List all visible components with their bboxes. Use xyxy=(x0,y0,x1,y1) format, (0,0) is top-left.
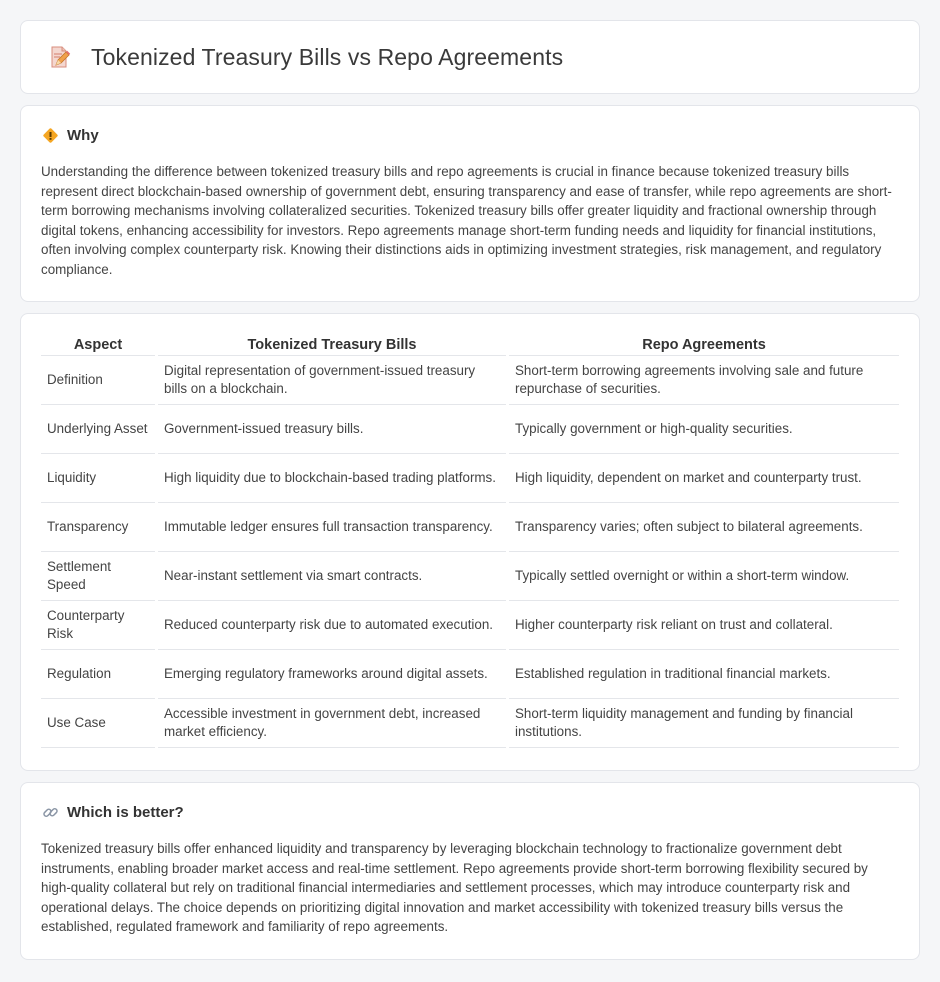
which-text: Tokenized treasury bills offer enhanced liquidity and transparency by leveraging blockchain technology to fractionalize government debt instruments, enabling broader market access and real-time settlement. Repo agreements provide short-term borrowing flexibility secured by high-quality collateral but rely on traditional financial intermediaries and settlement processes, which may introduce counterparty risk and operational delays. The choice depends on prioritizing digital innovation and market accessibility with tokenized treasury bills versus the established, regulated framework and familiarity of repo agreements. xyxy=(41,841,868,934)
which-title: Which is better? xyxy=(67,803,184,821)
why-heading xyxy=(41,126,899,144)
tokenized-cell: Government-issued treasury bills. xyxy=(158,405,506,454)
tokenized-cell: Immutable ledger ensures full transaction transparency. xyxy=(158,503,506,552)
table-row xyxy=(41,699,899,748)
aspect-cell: Transparency xyxy=(41,503,155,552)
repo-cell: Typically government or high-quality securities. xyxy=(509,405,899,454)
why-section xyxy=(20,105,920,302)
aspect-cell: Definition xyxy=(41,356,155,405)
aspect-cell: Use Case xyxy=(41,699,155,748)
document-pencil-icon xyxy=(45,43,73,71)
aspect-cell: Regulation xyxy=(41,650,155,699)
tokenized-cell: Emerging regulatory frameworks around digital assets. xyxy=(158,650,506,699)
header-repo: Repo Agreements xyxy=(509,332,899,356)
table-row xyxy=(41,405,899,454)
header-tokenized: Tokenized Treasury Bills xyxy=(158,332,506,356)
table-row xyxy=(41,454,899,503)
aspect-cell: Underlying Asset xyxy=(41,405,155,454)
header-card xyxy=(20,20,920,94)
aspect-cell: Settlement Speed xyxy=(41,552,155,601)
repo-cell: Transparency varies; often subject to bilateral agreements. xyxy=(509,503,899,552)
table-row xyxy=(41,503,899,552)
repo-cell: Established regulation in traditional financial markets. xyxy=(509,650,899,699)
tokenized-cell: Reduced counterparty risk due to automated execution. xyxy=(158,601,506,650)
table-row xyxy=(41,650,899,699)
tokenized-cell: Accessible investment in government debt, increased market efficiency. xyxy=(158,699,506,748)
why-title: Why xyxy=(67,126,99,144)
which-heading xyxy=(41,803,899,821)
repo-cell: Short-term liquidity management and funding by financial institutions. xyxy=(509,699,899,748)
comparison-table-card xyxy=(20,313,920,771)
repo-cell: Short-term borrowing agreements involving sale and future repurchase of securities. xyxy=(509,356,899,405)
tokenized-cell: Near-instant settlement via smart contracts. xyxy=(158,552,506,601)
tokenized-cell: High liquidity due to blockchain-based trading platforms. xyxy=(158,454,506,503)
table-row xyxy=(41,356,899,405)
aspect-cell: Liquidity xyxy=(41,454,155,503)
comparison-table xyxy=(38,332,902,748)
tokenized-cell: Digital representation of government-issued treasury bills on a blockchain. xyxy=(158,356,506,405)
page-title: Tokenized Treasury Bills vs Repo Agreements xyxy=(91,43,564,70)
diamond-sign-icon xyxy=(41,126,59,144)
header-aspect: Aspect xyxy=(41,332,155,356)
which-section xyxy=(20,782,920,960)
aspect-cell: Counterparty Risk xyxy=(41,601,155,650)
table-header-row xyxy=(41,332,899,356)
repo-cell: Typically settled overnight or within a short-term window. xyxy=(509,552,899,601)
repo-cell: High liquidity, dependent on market and counterparty trust. xyxy=(509,454,899,503)
table-row xyxy=(41,601,899,650)
table-row xyxy=(41,552,899,601)
why-text: Understanding the difference between tokenized treasury bills and repo agreements is crucial in finance because tokenized treasury bills represent direct blockchain-based ownership of government debt, ensuring transparency and ease of transfer, while repo agreements are short-term borrowing mechanisms involving collateralized securities. Tokenized treasury bills offer greater liquidity and fractional ownership through digital tokens, enhancing accessibility for investors. Repo agreements manage short-term funding needs and liquidity for financial institutions, often involving complex counterparty risk. Knowing their distinctions aids in optimizing investment strategies, risk management, and regulatory compliance. xyxy=(41,164,892,277)
repo-cell: Higher counterparty risk reliant on trust and collateral. xyxy=(509,601,899,650)
link-icon xyxy=(41,803,59,821)
